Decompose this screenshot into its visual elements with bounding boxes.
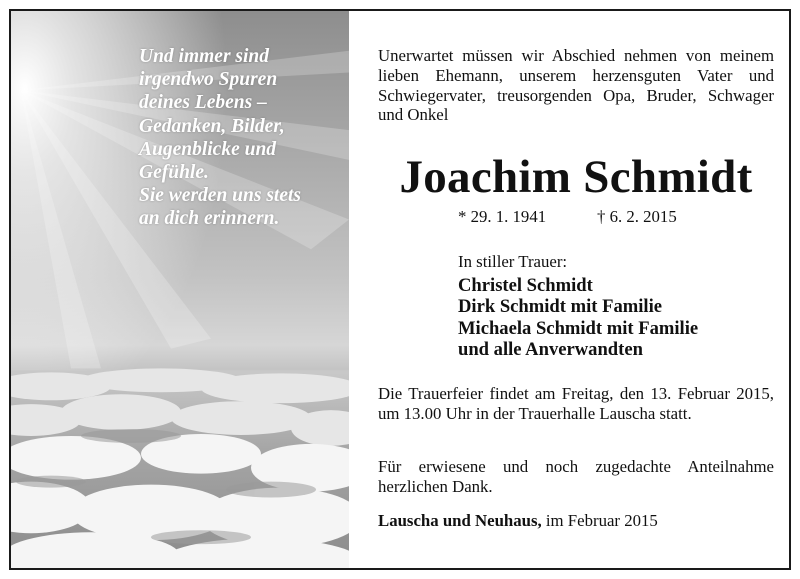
mourner-name: Michaela Schmidt mit Familie (458, 317, 699, 339)
thanks-text: Für erwiesene und noch zugedachte Anteilnahme herzlichen Dank. (378, 457, 774, 496)
mourners-list (458, 275, 698, 361)
intro-text: Unerwartet müssen wir Abschied nehmen von meinem lieben Ehemann, unserem herzensguten Vater und Schwiegervater, treusorgenden Opa, Bruder, Schwager und Onkel (378, 46, 774, 125)
mourner-name: und alle Anverwandten (458, 339, 643, 361)
birth-date: * 29. 1. 1941 (458, 207, 547, 226)
obituary-frame (9, 9, 791, 570)
mourner-name: Christel Schmidt (458, 275, 593, 296)
mourning-label: In stiller Trauer: (458, 252, 568, 271)
obituary-text (378, 11, 774, 568)
signature-place: Lauscha und Neuhaus, (378, 511, 542, 530)
funeral-info: Die Trauerfeier findet am Freitag, den 13. Februar 2015, um 13.00 Uhr in der Trauerhalle Lauscha statt. (378, 384, 774, 423)
mourner-name: Dirk Schmidt mit Familie (458, 296, 662, 318)
signature-date: im Februar 2015 (541, 511, 658, 530)
cloud-sky-photo (11, 11, 349, 568)
deceased-name: Joachim Schmidt (399, 151, 753, 203)
death-date: † 6. 2. 2015 (597, 207, 677, 226)
signature-line (378, 511, 658, 531)
memorial-quote: Und immer sind irgendwo Spuren deines Lebens – Gedanken, Bilder, Augenblicke und Gefühle. Sie werden uns stets an dich erinnern. (139, 46, 301, 230)
